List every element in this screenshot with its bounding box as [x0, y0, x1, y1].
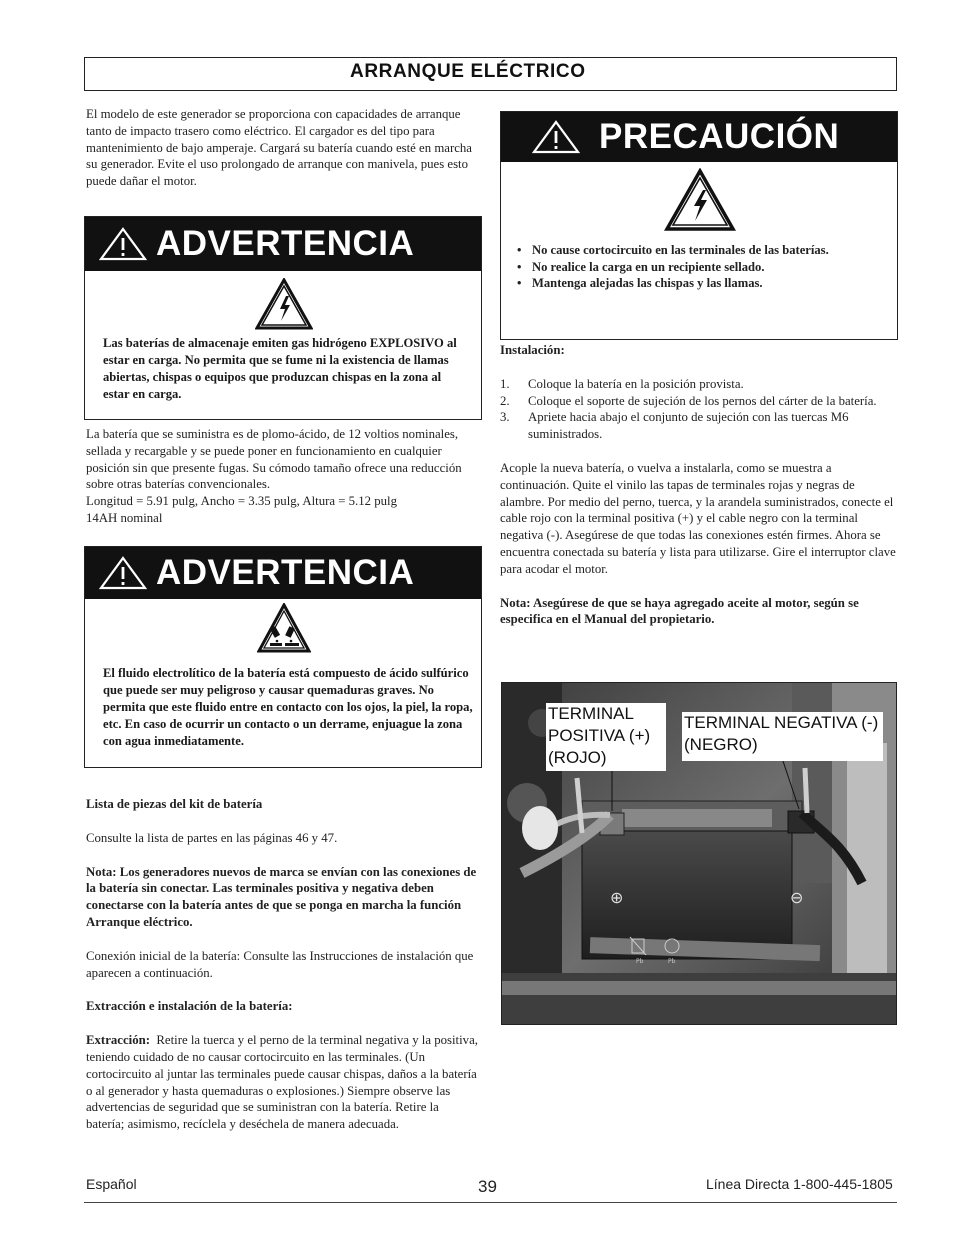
step-text: Coloque el soporte de sujeción de los pernos del cárter de la batería.: [528, 393, 877, 408]
removal-label: Extracción:: [86, 1033, 150, 1048]
removal-paragraph: [86, 1032, 478, 1133]
section-title: [84, 57, 897, 91]
corrosive-acid-icon: [257, 603, 311, 653]
warning-triangle-icon: [98, 226, 148, 262]
negative-terminal-label: TERMINAL NEGATIVA (-) (NEGRO): [682, 712, 883, 761]
warning-title: ADVERTENCIA: [156, 224, 415, 263]
step-number: 3.: [500, 410, 510, 425]
battery-photo: [501, 682, 897, 1025]
caution-box: [500, 111, 898, 340]
removal-text: Retire la tuerca y el perno de la terminal negativa y la positiva, teniendo cuidado de no causar cortocircuito en las terminales. (Un cortocircuito al juntar las terminales puede causar chispas, daños a la batería o al generador y hasta quemaduras o explosiones.) Siempre observe las advertencias de seguridad que se suministran con la batería. Retire la batería; asimismo, recíclela y deséchela de manera adecuada.: [86, 1033, 478, 1132]
battery-plus-mark: ⊕: [610, 888, 624, 907]
installation-steps: [500, 376, 898, 443]
removal-heading: Extracción e instalación de la batería:: [86, 999, 293, 1014]
step-number: 1.: [500, 376, 510, 391]
installation-section: [500, 342, 898, 628]
oil-note: Nota: Asegúrese de que se haya agregado aceite al motor, según se especifica en el Manual del propietario.: [500, 595, 859, 627]
footer-rule: [84, 1202, 897, 1203]
caution-title: PRECAUCIÓN: [599, 117, 840, 156]
battery-dimensions: Longitud = 5.91 pulg, Ancho = 3.35 pulg, Altura = 5.12 pulg: [86, 494, 397, 509]
caution-item: • Mantenga alejadas las chispas y las llamas.: [503, 275, 893, 292]
step-text: Apriete hacia abajo el conjunto de sujeción con las tuercas M6 suministrados.: [528, 410, 849, 442]
battery-pb-mark: Pb: [636, 958, 644, 965]
positive-terminal-label: TERMINAL POSITIVA (+) (ROJO): [546, 703, 666, 771]
battery-description: [86, 426, 481, 527]
warning-triangle-icon: [531, 119, 581, 155]
page-number: 39: [478, 1177, 497, 1196]
electric-shock-icon: [664, 168, 736, 232]
battery-capacity: 14AH nominal: [86, 510, 163, 525]
warning-box-hydrogen: [84, 216, 482, 420]
installation-step: [500, 393, 898, 410]
section-title-text: ARRANQUE ELÉCTRICO: [350, 61, 586, 82]
caution-item: • No cause cortocircuito en las terminales de las baterías.: [503, 242, 893, 259]
warning-header: [85, 547, 481, 599]
caution-item: • No realice la carga en un recipiente sellado.: [503, 259, 893, 276]
battery-minus-mark: ⊖: [790, 888, 804, 907]
caution-list: [503, 242, 893, 292]
step-number: 2.: [500, 393, 510, 408]
installation-step: [500, 376, 898, 393]
warning-text: Las baterías de almacenaje emiten gas hidrógeno EXPLOSIVO al estar en carga. No permita que se fume ni la existencia de llamas abiertas, chispas o equipos que produzcan chispas en la zona al estar en carga.: [103, 336, 457, 401]
warning-title: ADVERTENCIA: [156, 553, 415, 592]
battery-desc-paragraph: La batería que se suministra es de plomo-ácido, de 12 voltios nominales, sellada y recargable y se puede poner en funcionamiento en cualquier posición sin que presente fugas. Su cómodo tamaño ofrece una reducción sobre otras baterías convencionales.: [86, 427, 462, 492]
parts-reference: Consulte la lista de partes en las páginas 46 y 47.: [86, 830, 338, 845]
footer-language: Español: [86, 1176, 137, 1192]
step-text: Coloque la batería en la posición provista.: [528, 376, 744, 391]
kit-section: [86, 796, 478, 1133]
initial-connection: Conexión inicial de la batería: Consulte las Instrucciones de instalación que aparecen a continuación.: [86, 948, 474, 980]
warning-box-electrolyte: [84, 546, 482, 768]
kit-heading: Lista de piezas del kit de batería: [86, 797, 263, 811]
installation-step: [500, 409, 898, 443]
new-generator-note: Nota: Los generadores nuevos de marca se envían con las conexiones de la batería sin conectar. Las terminales positiva y negativa deben conectarse con la batería antes de que se ponga en marcha la función Arranque eléctrico.: [86, 864, 477, 929]
electric-shock-icon: [255, 278, 313, 330]
warning-text: El fluido electrolítico de la batería está compuesto de ácido sulfúrico que puede ser muy peligroso y causar quemaduras graves. No permita que este fluido entre en contacto con los ojos, la piel, la ropa, etc. En caso de ocurrir un contacto o un derrame, enjuague la zona con agua inmediatamente.: [103, 666, 473, 748]
warning-header: [85, 217, 481, 271]
battery-pb-mark: Pb: [668, 958, 676, 965]
intro-paragraph: El modelo de este generador se proporciona con capacidades de arranque tanto de impacto trasero como eléctrico. El cargador es del tipo para mantenimiento de bajo amperaje. Cargará su batería cuando esté en marcha su generador. Evite el uso prolongado de arranque con manivela, pues esto puede dañar el motor.: [86, 107, 472, 189]
warning-triangle-icon: [98, 555, 148, 591]
connect-instructions: Acople la nueva batería, o vuelva a instalarla, como se muestra a continuación. Quite el vinilo las tapas de terminales rojas y negras de alambre. Por medio del perno, tuerca, y la arandela suministrados, conecte el cable rojo con la terminal positiva (+) y el cable negro con la terminal negativa (-). Asegúrese de que todas las conexiones estén firmes. Ahora se encuentra conectada su batería y lista para utilizarse. Gire el interruptor clave para acodar el motor.: [500, 460, 896, 576]
caution-header: [501, 112, 897, 162]
footer-hotline: Línea Directa 1-800-445-1805: [706, 1176, 893, 1192]
installation-heading: Instalación:: [500, 343, 565, 357]
